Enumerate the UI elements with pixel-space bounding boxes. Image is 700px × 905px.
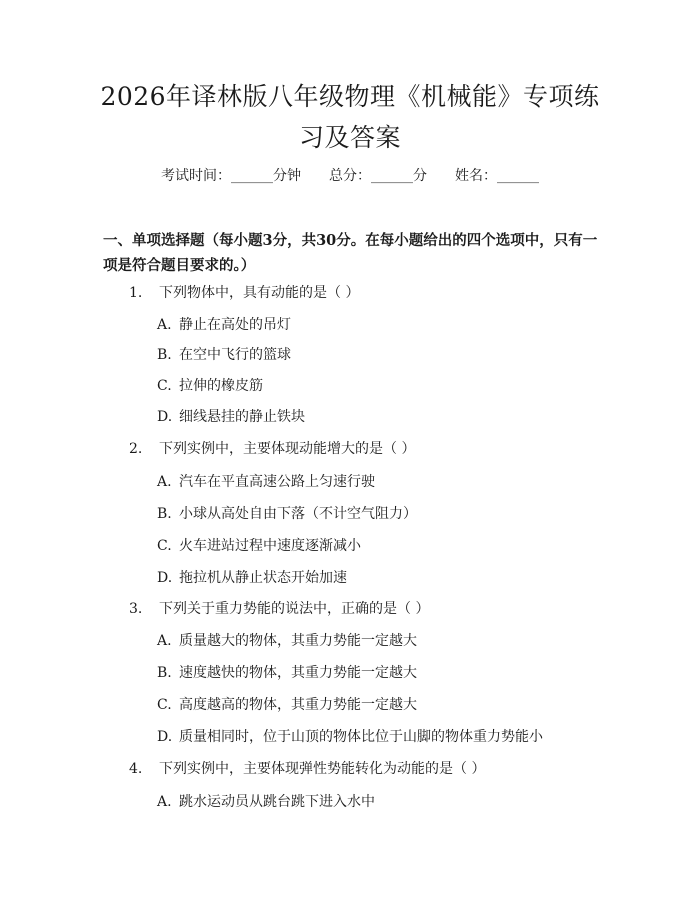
exam-meta [0, 166, 700, 186]
option-letter: D. [157, 729, 173, 745]
option-text: 在空中飞行的篮球 [179, 347, 291, 363]
question-text: 下列实例中，主要体现弹性势能转化为动能的是（ ） [159, 761, 486, 777]
question-number: 4. [129, 761, 143, 777]
question-3 [129, 599, 429, 619]
option-text: 汽车在平直高速公路上匀速行驶 [179, 474, 375, 490]
q2-option-b [157, 504, 417, 524]
q3-option-c [157, 695, 417, 715]
option-text: 高度越高的物体，其重力势能一定越大 [179, 697, 417, 713]
q1-option-d [157, 407, 305, 427]
question-number: 1. [129, 285, 143, 301]
section-heading: 一、单项选择题（每小题3分，共30分。在每小题给出的四个选项中，只有一项是符合题目要求的。） [103, 232, 598, 274]
question-text: 下列关于重力势能的说法中，正确的是（ ） [159, 601, 430, 617]
option-letter: C. [157, 697, 172, 713]
q1-option-a [157, 315, 291, 335]
option-text: 拖拉机从静止状态开始加速 [179, 570, 347, 586]
q1-option-b [157, 345, 291, 365]
q2-option-c [157, 536, 361, 556]
option-text: 跳水运动员从跳台跳下进入水中 [179, 794, 375, 810]
question-number: 2. [129, 441, 143, 457]
q3-option-a [157, 631, 417, 651]
option-text: 细线悬挂的静止铁块 [179, 409, 305, 425]
option-text: 拉伸的橡皮筋 [179, 378, 263, 394]
option-text: 小球从高处自由下落（不计空气阻力） [179, 506, 417, 522]
option-text: 火车进站过程中速度逐渐减小 [179, 538, 361, 554]
option-text: 质量相同时，位于山顶的物体比位于山脚的物体重力势能小 [179, 729, 543, 745]
q2-option-a [157, 472, 375, 492]
q2-option-d [157, 568, 347, 588]
title-line-1: 2026年译林版八年级物理《机械能》专项练 [100, 82, 600, 111]
title-line-2: 习及答案 [298, 123, 401, 152]
option-letter: A. [157, 474, 172, 490]
option-letter: D. [157, 409, 173, 425]
option-letter: C. [157, 538, 172, 554]
option-letter: B. [157, 665, 172, 681]
option-letter: B. [157, 347, 172, 363]
question-4 [129, 759, 485, 779]
option-text: 速度越快的物体，其重力势能一定越大 [179, 665, 417, 681]
student-name-field: 姓名：______ [455, 168, 539, 184]
q4-option-a [157, 792, 375, 812]
option-text: 质量越大的物体，其重力势能一定越大 [179, 633, 417, 649]
question-number: 3. [129, 601, 143, 617]
option-letter: A. [157, 794, 172, 810]
option-letter: D. [157, 570, 173, 586]
q3-option-b [157, 663, 417, 683]
q3-option-d [157, 727, 543, 747]
option-text: 静止在高处的吊灯 [179, 317, 291, 333]
total-score-field: 总分：______分 [329, 168, 427, 184]
question-text: 下列物体中，具有动能的是（ ） [159, 285, 360, 301]
question-2 [129, 439, 415, 459]
option-letter: A. [157, 317, 172, 333]
q1-option-c [157, 376, 263, 396]
option-letter: C. [157, 378, 172, 394]
option-letter: A. [157, 633, 172, 649]
question-1 [129, 283, 359, 303]
document-title [0, 76, 700, 158]
question-text: 下列实例中，主要体现动能增大的是（ ） [159, 441, 416, 457]
option-letter: B. [157, 506, 172, 522]
exam-time-field: 考试时间：______分钟 [161, 168, 301, 184]
